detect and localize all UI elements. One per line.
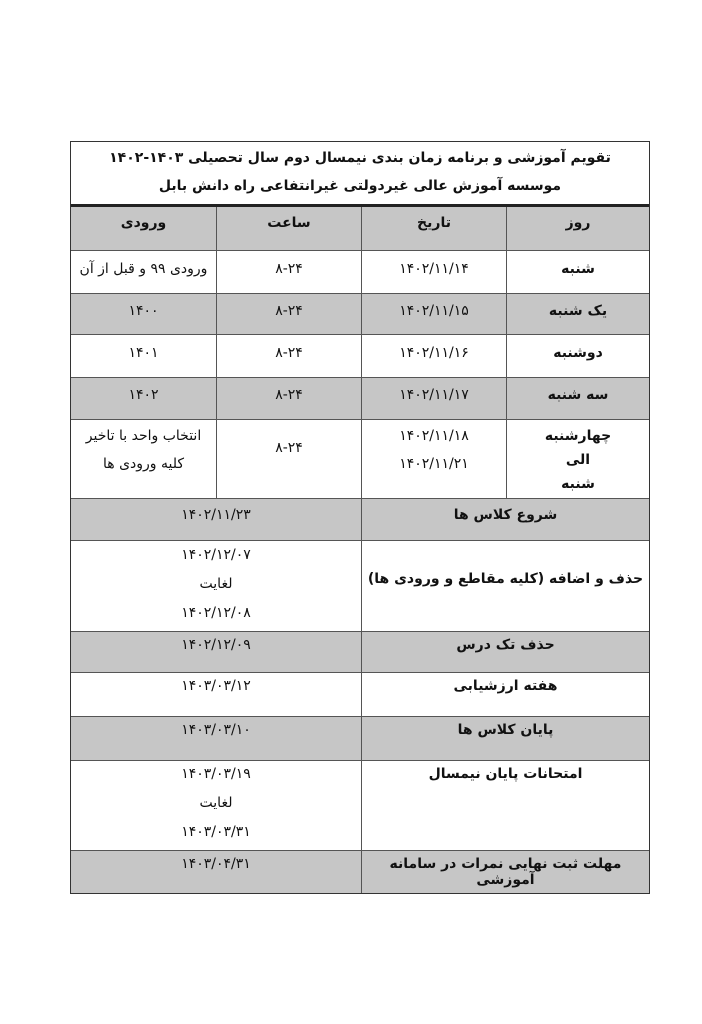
day-cell: دوشنبه	[553, 345, 603, 361]
day-cell-line-1: چهارشنبه	[544, 428, 612, 444]
entry-cell-line-2: کلیه ورودی ها	[102, 456, 185, 472]
event-value: ۱۴۰۲/۱۲/۰۹	[181, 637, 251, 653]
event-value: ۱۴۰۳/۰۳/۱۲	[181, 678, 251, 694]
event-value-start: ۱۴۰۳/۰۳/۱۹	[181, 766, 251, 782]
entry-cell: ۱۴۰۲	[128, 387, 159, 403]
day-cell: یک شنبه	[548, 303, 608, 319]
hour-cell: ۸-۲۴	[275, 303, 303, 319]
hour-cell: ۸-۲۴	[275, 387, 303, 403]
table-row	[71, 294, 649, 335]
event-value-end: ۱۴۰۲/۱۲/۰۸	[181, 605, 251, 621]
hour-cell: ۸-۲۴	[275, 345, 303, 361]
table-row	[71, 335, 649, 378]
date-cell: ۱۴۰۲/۱۱/۱۷	[399, 387, 469, 403]
header-row	[71, 207, 649, 251]
event-row	[71, 717, 649, 761]
event-label: هفته ارزشیابی	[453, 678, 558, 694]
entry-cell: ۱۴۰۱	[128, 345, 159, 361]
event-row	[71, 499, 649, 541]
day-cell-line-2: الی	[565, 452, 591, 468]
event-row	[71, 632, 649, 673]
entry-cell-line-1: انتخاب واحد با تاخیر	[85, 428, 202, 444]
table-title	[71, 142, 649, 207]
header-hour: ساعت	[267, 215, 311, 231]
header-entry: ورودی	[120, 215, 167, 231]
event-value: ۱۴۰۳/۰۳/۱۰	[181, 722, 251, 738]
date-cell-line-2: ۱۴۰۲/۱۱/۲۱	[399, 456, 469, 472]
table-row	[71, 251, 649, 294]
date-cell-line-1: ۱۴۰۲/۱۱/۱۸	[399, 428, 469, 444]
header-day: روز	[565, 215, 591, 231]
event-label: مهلت ثبت نهایی نمرات در سامانه آموزشی	[389, 856, 622, 888]
event-row	[71, 673, 649, 717]
date-cell: ۱۴۰۲/۱۱/۱۶	[399, 345, 469, 361]
day-cell: سه شنبه	[547, 387, 609, 403]
entry-cell: ورودی ۹۹ و قبل از آن	[79, 261, 208, 277]
table-row	[71, 378, 649, 420]
event-row	[71, 851, 649, 893]
date-cell: ۱۴۰۲/۱۱/۱۵	[399, 303, 469, 319]
header-date: تاریخ	[417, 215, 451, 231]
day-cell: شنبه	[561, 261, 595, 277]
event-label: حذف تک درس	[456, 637, 555, 653]
calendar-table	[70, 141, 650, 894]
event-row	[71, 761, 649, 851]
hour-cell: ۸-۲۴	[275, 261, 303, 277]
event-row	[71, 541, 649, 632]
event-label: حذف و اضافه (کلیه مقاطع و ورودی ها)	[367, 571, 644, 587]
title-line-2: موسسه آموزش عالی غیردولتی غیرانتفاعی راه دانش بابل	[158, 178, 562, 194]
event-label: شروع کلاس ها	[453, 507, 558, 523]
event-value-until: لغایت	[199, 795, 233, 811]
event-value-until: لغایت	[199, 576, 233, 592]
event-label: امتحانات پایان نیمسال	[428, 766, 583, 782]
event-value: ۱۴۰۳/۰۴/۳۱	[181, 856, 251, 872]
event-label: پایان کلاس ها	[457, 722, 554, 738]
title-line-1: تقویم آموزشی و برنامه زمان بندی نیمسال دوم سال تحصیلی ۱۴۰۳-۱۴۰۲	[109, 150, 611, 166]
date-cell: ۱۴۰۲/۱۱/۱۴	[399, 261, 469, 277]
event-value-start: ۱۴۰۲/۱۲/۰۷	[181, 547, 251, 563]
table-row	[71, 420, 649, 499]
event-value-end: ۱۴۰۳/۰۳/۳۱	[181, 824, 251, 840]
day-cell-line-3: شنبه	[561, 476, 595, 492]
hour-cell: ۸-۲۴	[275, 440, 303, 456]
entry-cell: ۱۴۰۰	[128, 303, 159, 319]
event-value: ۱۴۰۲/۱۱/۲۳	[181, 507, 251, 523]
